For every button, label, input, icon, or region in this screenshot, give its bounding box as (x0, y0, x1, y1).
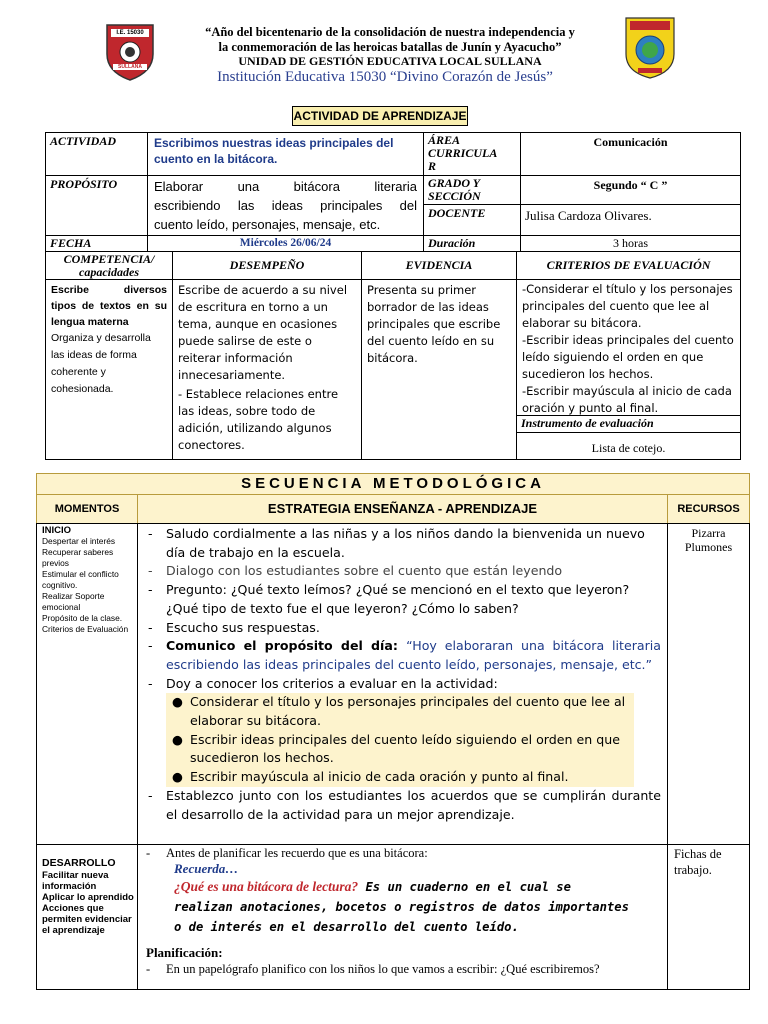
inicio-line-4: Escucho sus respuestas. (166, 619, 320, 635)
motto-line-1: “Año del bicentenario de la consolidación de nuestra independencia y (205, 25, 575, 39)
comp-header-2: capacidades (79, 265, 139, 279)
grado-label-1: GRADO Y (428, 176, 481, 190)
inicio-title: INICIO (42, 525, 72, 536)
inicio-item-3: Estimular el conflicto cognitivo. (42, 569, 119, 590)
fecha-label: FECHA (50, 236, 92, 250)
actividad-label: ACTIVIDAD (50, 134, 117, 148)
estrategia-header: ESTRATEGIA ENSEÑANZA - APRENDIZAJE (267, 501, 538, 516)
proposito-label: PROPÓSITO (50, 177, 118, 191)
desempeno-text-2: - Establece relaciones entre las ideas, sobre todo de adición, utilizando algunos conectores. (178, 387, 339, 452)
page-title: ACTIVIDAD DE APRENDIZAJE (292, 106, 468, 126)
inicio-item-2: Recuperar saberes previos (42, 547, 114, 568)
competencia-line-1: Escribe diversos (51, 284, 167, 296)
bitacora-answer: un cuaderno en el cual se realizan anotaciones, bocetos o registros de datos importantes o de interés en el desarrollo del cuento leído. (174, 880, 629, 934)
desempeno-header: DESEMPEÑO (229, 258, 305, 272)
desarrollo-line-2: En un papelógrafo planifico con los niños lo que vamos a escribir: ¿Qué escribiremos? (166, 962, 600, 976)
instrumento-label: Instrumento de evaluación (521, 416, 654, 430)
inicio-line-5-bold: Comunico el propósito del día (166, 638, 393, 654)
desarrollo-title: DESARROLLO (42, 857, 116, 869)
evidencia-header: EVIDENCIA (405, 258, 473, 272)
competencia-line-3: lengua materna (51, 316, 129, 328)
duracion-label: Duración (428, 236, 476, 250)
secuencia-title: SECUENCIA METODOLÓGICA (241, 475, 545, 492)
ugel-shield-icon (624, 16, 676, 80)
ugel-name: UNIDAD DE GESTIÓN EDUCATIVA LOCAL SULLANA (238, 54, 542, 68)
area-label-3: R (428, 159, 437, 173)
criterios-highlight-box: ● Considerar el título y los personajes principales del cuento que lee al elaborar su bitácora. ● Escribir ideas principales del cuento leído siguiendo el orden en que sucedieron los hechos. ● Escribir mayúscula al inicio de cada oración y punto al final. (166, 693, 634, 787)
recursos-header: RECURSOS (677, 503, 740, 515)
inicio-item-6: Criterios de Evaluación (42, 624, 129, 634)
planificacion-label: Planificación: (146, 945, 223, 960)
recuerda-label: Recuerda… (174, 861, 239, 876)
logo-left-text-bottom: SULLANA (118, 64, 142, 70)
desarrollo-line-1: Antes de planificar les recuerdo que es una bitácora: (166, 846, 428, 860)
docente-value: Julisa Cardoza Olivares. (525, 208, 652, 223)
motto-line-2: la conmemoración de las heroicas batallas de Junín y Ayacucho” (218, 40, 562, 54)
evidencia-text: Presenta su primer borrador de las ideas principales que escribe del cuento leído en su bitácora. (367, 283, 501, 365)
fecha-value: Miércoles 26/06/24 (239, 237, 332, 249)
criterio-3: -Escribir mayúscula al inicio de cada oración y punto al final. (522, 384, 732, 415)
inicio-bullet-1: Considerar el título y los personajes principales del cuento que lee al elaborar su bitácora. (190, 694, 626, 729)
duracion-value: 3 horas (613, 236, 648, 250)
proposito-line-1: Elaborar una bitácora literaria (154, 179, 417, 194)
inicio-item-5: Propósito de la clase. (42, 613, 123, 623)
desarrollo-item-2: Aplicar lo aprendido (42, 892, 134, 903)
area-label-1: ÁREA (428, 133, 461, 147)
bitacora-answer-es: Es (365, 880, 381, 894)
inicio-bullet-2: Escribir ideas principales del cuento leído siguiendo el orden en que sucedieron los hechos. (190, 731, 620, 766)
docente-label: DOCENTE (428, 206, 486, 220)
grado-label-2: SECCIÓN (428, 189, 481, 203)
comp-header-1: COMPETENCIA/ (63, 252, 155, 266)
inicio-line-7: Establezco junto con los estudiantes los acuerdos que se cumplirán durante el desarrollo de la actividad para un mejor aprendizaje. (166, 787, 661, 822)
momentos-header: MOMENTOS (54, 503, 120, 515)
desarrollo-item-3: Acciones que permiten evidenciar el aprendizaje (42, 903, 132, 936)
desarrollo-item-1: Facilitar nueva información (42, 870, 109, 892)
actividad-value: Escribimos nuestras ideas principales del cuento en la bitácora. (154, 136, 394, 166)
inicio-item-1: Despertar el interés (42, 536, 116, 546)
bitacora-question: ¿Qué es una bitácora de lectura? (174, 879, 359, 894)
inicio-item-4: Realizar Soporte emocional (42, 591, 105, 612)
capacidad-text: Organiza y desarrolla las ideas de forma coherente y cohesionada. (51, 332, 151, 395)
competencia-line-2: tipos de textos en su (51, 300, 167, 312)
desarrollo-recursos: Fichas de trabajo. (674, 847, 722, 877)
inicio-line-6: Doy a conocer los criterios a evaluar en la actividad: (166, 675, 498, 691)
logo-right (624, 16, 676, 80)
instrumento-value: Lista de cotejo. (591, 441, 666, 455)
grado-value: Segundo “ C ” (593, 178, 668, 192)
area-label-2: CURRICULA (428, 146, 498, 160)
proposito-line-2: escribiendo las ideas principales del (154, 198, 417, 213)
logo-left-text-top: I.E. 15030 (116, 30, 144, 36)
criterio-1: -Considerar el título y los personajes principales del cuento que lee al elaborar su bitácora. (522, 282, 733, 330)
proposito-line-3: cuento leído, personajes, mensaje, etc. (154, 217, 381, 232)
inicio-recursos: Pizarra Plumones (684, 526, 733, 554)
desempeno-text: Escribe de acuerdo a su nivel de escritura en torno a un tema, aunque en ocasiones puede salirse de este o reiterar información innecesariamente. (178, 283, 348, 382)
inicio-line-2: Dialogo con los estudiantes sobre el cuento que están leyendo (166, 563, 563, 579)
criterio-2: -Escribir ideas principales del cuento leído siguiendo el orden en que sucedieron los hechos. (522, 333, 734, 381)
inicio-line-1: Saludo cordialmente a las niñas y a los niños dando la bienvenida un nuevo día de trabajo en la escuela. (166, 526, 645, 560)
area-value: Comunicación (593, 135, 668, 149)
criterios-header: CRITERIOS DE EVALUACIÓN (546, 258, 711, 272)
institution-name: Institución Educativa 15030 “Divino Corazón de Jesús” (217, 69, 553, 85)
inicio-line-3: Pregunto: ¿Qué texto leímos? ¿Qué se mencionó en el texto que leyeron? ¿Qué tipo de texto fue el que leyeron? ¿Cómo lo saben? (166, 582, 630, 616)
inicio-bullet-3: Escribir mayúscula al inicio de cada oración y punto al final. (190, 769, 569, 785)
inicio-line-5-quote: “Hoy elaboraran una bitácora literaria escribiendo las ideas principales del cuento leído, personajes, mensaje, etc.” (166, 638, 662, 672)
